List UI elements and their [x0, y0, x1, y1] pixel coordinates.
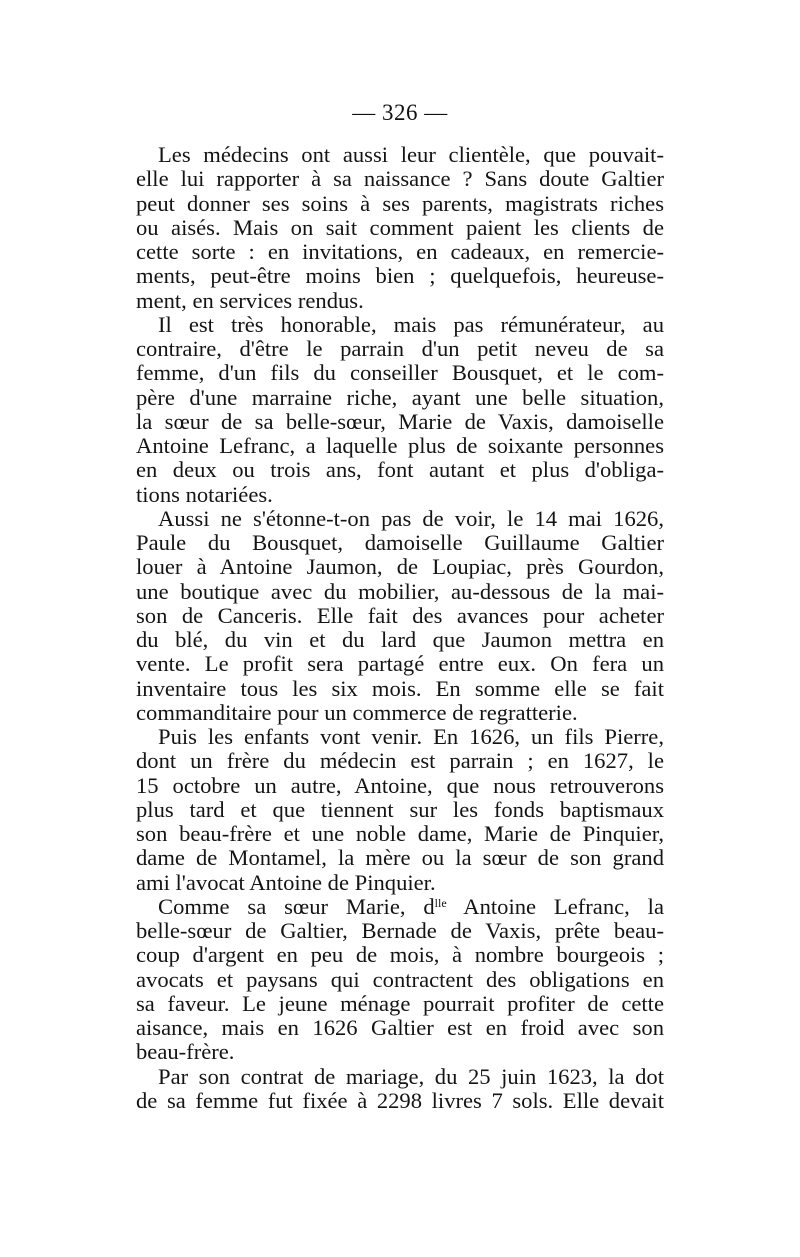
text-line: Puis les enfants vont venir. En 1626, un fils Pierre,: [158, 724, 664, 749]
text-line: cette sorte : en invitations, en cadeaux, en remercie-: [136, 239, 664, 264]
text-line: inventaire tous les six mois. En somme elle se fait: [136, 675, 664, 701]
text-line: Aussi ne s'étonne-t-on pas de voir, le 14 mai 1626,: [158, 505, 664, 531]
text-line: son de Canceris. Elle fait des avances pour acheter: [136, 602, 664, 628]
text-line: commanditaire pour un commerce de regratterie.: [136, 699, 578, 725]
text-line: contraire, d'être le parrain d'un petit neveu de sa: [136, 336, 664, 361]
text-line: une boutique avec du mobilier, au-dessous de la mai-: [136, 578, 664, 604]
text-line: elle lui rapporter à sa naissance ? Sans doute Galtier: [136, 166, 664, 192]
text-line: la sœur de sa belle-sœur, Marie de Vaxis, damoiselle: [136, 408, 664, 434]
text-line: Il est très honorable, mais pas rémunérateur, au: [158, 311, 664, 337]
text-line: louer à Antoine Jaumon, de Loupiac, près Gourdon,: [136, 554, 664, 580]
text-line: Comme sa sœur Marie, $d^{lle}$ Antoine Lefranc, la: [158, 893, 664, 919]
text-line: son beau-frère et une noble dame, Marie de Pinquier,: [136, 821, 664, 846]
text-line: dame de Montamel, la mère ou la sœur de son grand: [136, 845, 664, 871]
body-text: [136, 143, 664, 1113]
text-line: père d'une marraine riche, ayant une belle situation,: [136, 384, 664, 410]
text-line: sa faveur. Le jeune ménage pourrait profiter de cette: [136, 990, 664, 1016]
text-line: peut donner ses soins à ses parents, magistrats riches: [136, 190, 664, 216]
text-line: ments, peut-être moins bien ; quelquefois, heureuse-: [136, 263, 664, 289]
text-line: aisance, mais en 1626 Galtier est en froid avec son: [136, 1015, 664, 1040]
text-line: avocats et paysans qui contractent des obligations en: [136, 966, 664, 992]
text-line: ami l'avocat Antoine de Pinquier.: [136, 869, 436, 895]
text-line: plus tard et que tiennent sur les fonds baptismaux: [136, 796, 664, 822]
text-line: coup d'argent en peu de mois, à nombre bourgeois ;: [136, 942, 664, 968]
text-line: 15 octobre un autre, Antoine, que nous retrouverons: [136, 772, 664, 798]
text-line: ment, en services rendus.: [136, 287, 364, 313]
text-line: Antoine Lefranc, a laquelle plus de soixante personnes: [136, 433, 664, 458]
text-line: Par son contrat de mariage, du 25 juin 1623, la dot: [158, 1063, 664, 1089]
text-line: vente. Le profit sera partagé entre eux. On fera un: [136, 651, 664, 677]
text-line: Paule du Bousquet, damoiselle Guillaume Galtier: [136, 530, 664, 555]
text-line: en deux ou trois ans, font autant et plus d'obliga-: [136, 457, 664, 483]
text-line: beau-frère.: [136, 1039, 235, 1065]
page-number: — 326 —: [352, 100, 448, 125]
text-line: Les médecins ont aussi leur clientèle, que pouvait-: [158, 142, 664, 167]
text-line: tions notariées.: [136, 481, 273, 507]
text-line: femme, d'un fils du conseiller Bousquet, et le com-: [136, 360, 664, 386]
text-line: de sa femme fut fixée à 2298 livres 7 sols. Elle devait: [136, 1087, 664, 1113]
text-line: dont un frère du médecin est parrain ; en 1627, le: [136, 748, 664, 774]
text-line: ou aisés. Mais on sait comment paient les clients de: [136, 214, 664, 240]
text-line: du blé, du vin et du lard que Jaumon mettra en: [136, 627, 664, 652]
text-line: belle-sœur de Galtier, Bernade de Vaxis, prête beau-: [136, 918, 664, 943]
